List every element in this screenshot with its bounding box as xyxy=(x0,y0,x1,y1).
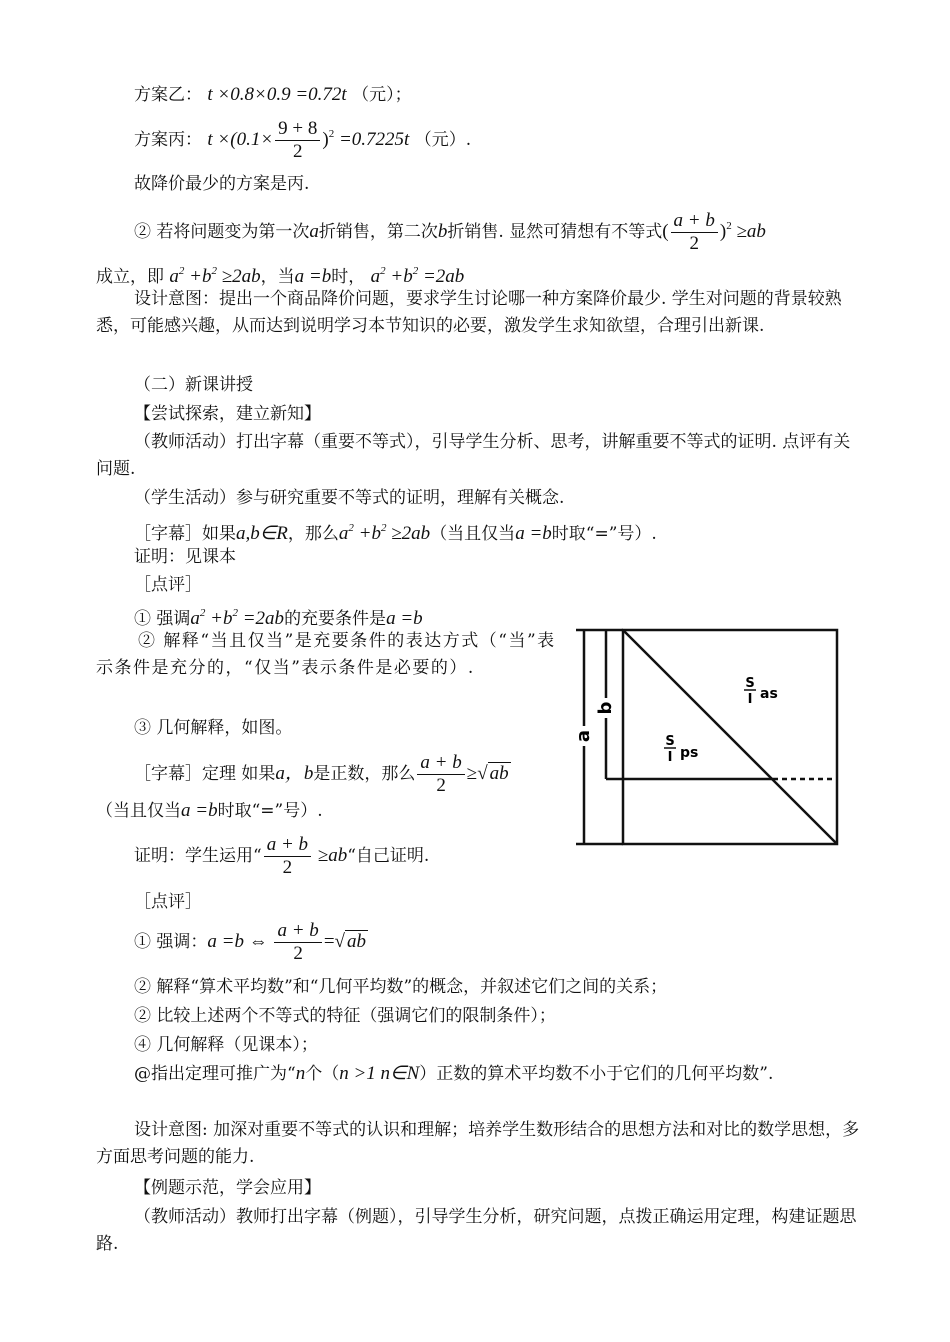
proof2-den: 2 xyxy=(282,857,293,879)
section-2-heading: （二）新课讲授 xyxy=(134,375,253,395)
comment-1-item-2: ② 解释“当且仅当”是充要条件的表达方式（“当”表示条件是充分的，“仅当”表示条件是必要的）. xyxy=(96,631,556,678)
c21-eq: = xyxy=(323,931,335,952)
cap2-sqrt: ab xyxy=(489,763,509,784)
holds-exp-1: 2 xyxy=(178,265,185,277)
label-ps-sym: ps xyxy=(680,745,699,761)
q-fraction xyxy=(671,210,718,255)
comment-2-item-5 xyxy=(134,1062,773,1086)
c25-cond: n >1 n∈N xyxy=(339,1063,420,1084)
conclusion-line xyxy=(134,172,309,196)
holds-sq-b: b xyxy=(201,266,212,287)
c25-b: 个（ xyxy=(305,1064,340,1084)
student-activity-1: （学生活动）参与研究重要不等式的证明，理解有关概念. xyxy=(134,488,565,508)
cap2-aeqb: a =b xyxy=(181,800,218,821)
proof2-ineq xyxy=(262,834,348,879)
cap1-a: ［字幕］如果 xyxy=(134,524,236,544)
cap1-b: ，那么 xyxy=(287,524,339,544)
cap2-den: 2 xyxy=(436,775,446,797)
c25-a: @指出定理可推广为“ xyxy=(134,1064,296,1084)
q-part-c: 折销售. 显然可猜想有不等式 xyxy=(447,222,663,242)
design-intent-2: 设计意图: 加深对重要不等式的认识和理解；培养学生数形结合的思想方法和对比的数学思想，多方面思考问题的能力. xyxy=(96,1120,860,1167)
cap2-a: ［字幕］定理 如果 xyxy=(134,764,276,784)
comment-2-item-3: ② 比较上述两个不等式的特征（强调它们的限制条件）； xyxy=(134,1006,556,1026)
proof2-rhs: ≥ab xyxy=(317,845,348,866)
caption-theorem-condition xyxy=(96,799,323,823)
teacher-activity-1: （教师活动）打出字幕（重要不等式），引导学生分析、思考，讲解重要不等式的证明. 点评有关问题. xyxy=(96,432,851,479)
holds-eq: $a^2 +b^2 =2ab$ xyxy=(370,265,465,287)
c11-eq2ab: =2ab xyxy=(242,608,285,629)
plan-c-formula xyxy=(207,118,410,163)
q-var-a: a xyxy=(309,221,319,242)
c21-a: ① 强调： xyxy=(134,932,208,952)
c21-sqrt: ab xyxy=(346,931,366,952)
cap2-b: 是正数，那么 xyxy=(313,764,416,784)
proof2-fraction xyxy=(264,834,311,879)
q-inequality: ( $\frac{a + b}{2}$ )$^2$ ≥ab xyxy=(662,210,766,255)
holds-line xyxy=(96,259,464,289)
label-as-frac-bot: I xyxy=(747,692,753,707)
c21-fraction xyxy=(274,920,321,965)
cap1-sq-b: b xyxy=(371,523,381,544)
design-intent-1: 设计意图：提出一个商品降价问题，要求学生讨论哪一种方案降价最少. 学生对问题的背景较熟悉，可能感兴趣，从而达到说明学习本节知识的必要，激发学生求知欲望，合理引出新课. xyxy=(96,289,842,336)
discount-question-line xyxy=(134,204,766,255)
comment-1-item-1 xyxy=(134,601,423,631)
proof2-a: 证明：学生运用“ xyxy=(134,846,262,866)
explore-heading: 【尝试探索，建立新知】 xyxy=(134,404,321,424)
c11-a: ① 强调 xyxy=(134,609,191,629)
c21-formula: a =b ⇔ $\frac{a + b}{2}$ =√ ab xyxy=(207,920,366,965)
plan-c-label: 方案丙： xyxy=(134,130,202,150)
cap1-aeqb: a =b xyxy=(515,523,552,544)
q-var-b: b xyxy=(437,221,448,242)
cap1-sq-a: a xyxy=(338,523,349,544)
comment-1-heading: ［点评］ xyxy=(134,575,202,595)
c25-c: ）正数的算术平均数不小于它们的几何平均数”. xyxy=(419,1064,774,1084)
cap2-ineq: $\frac{a + b}{2}$ ≥√ ab xyxy=(415,763,510,784)
q-rhs: ≥ab xyxy=(736,221,766,242)
cap1-cond: a,b∈R xyxy=(236,523,288,544)
holds-eq-b: b xyxy=(403,266,413,287)
c11-sq-b: b xyxy=(222,608,233,629)
cap2-fraction xyxy=(417,752,464,797)
label-ps-frac-bot: I xyxy=(667,750,673,765)
q-exp: 2 xyxy=(726,220,732,232)
holds-eq2ab: =2ab xyxy=(422,266,465,287)
holds-c: 时， xyxy=(331,267,366,287)
cap2-vars: a，b xyxy=(275,763,314,784)
c11-b: 的充要条件是 xyxy=(284,609,387,629)
c21-num: a + b xyxy=(274,920,321,943)
plan-b-line xyxy=(134,83,412,107)
plan-c-exp: 2 xyxy=(328,128,335,140)
q-part-a: ② 若将问题变为第一次 xyxy=(134,222,310,242)
holds-aeqb: a =b xyxy=(294,266,332,287)
label-ps-frac-top: S xyxy=(665,734,675,749)
plan-c-unit: （元）. xyxy=(414,130,472,150)
caption-theorem xyxy=(134,752,511,797)
cap1-exp-1: 2 xyxy=(348,522,354,534)
geometric-figure xyxy=(570,622,850,852)
plan-b-unit: （元）； xyxy=(352,85,412,105)
plan-c-result: =0.7225t xyxy=(338,129,410,150)
plan-c-pre: t ×(0.1× xyxy=(207,129,274,150)
holds-b: ，当 xyxy=(260,267,295,287)
label-as-frac-top: S xyxy=(745,676,755,691)
conclusion-text: 故降价最少的方案是丙. xyxy=(134,174,310,194)
cap1-c: （当且仅当 xyxy=(430,524,516,544)
cap2-c: （当且仅当 xyxy=(96,801,181,821)
comment-2-item-1 xyxy=(134,920,368,965)
proof2-b: “自己证明. xyxy=(347,846,430,866)
cap2-ge: ≥ xyxy=(466,763,478,784)
example-heading: 【例题示范，学会应用】 xyxy=(134,1178,321,1198)
c11-sq-a: a xyxy=(190,608,200,629)
proof-2 xyxy=(134,834,429,879)
proof2-num: a + b xyxy=(264,834,311,857)
plan-b-label: 方案乙： xyxy=(134,85,202,105)
plan-c-line xyxy=(134,112,471,163)
holds-a: 成立，即 xyxy=(96,267,164,287)
holds-exp-2: 2 xyxy=(211,265,217,277)
figure-diagonal xyxy=(623,630,837,844)
plan-c-fraction xyxy=(275,118,320,163)
cap1-exp-2: 2 xyxy=(381,522,387,534)
label-as-sym: as xyxy=(760,686,778,702)
comment-1-item-3: ③ 几何解释，如图。 xyxy=(134,718,293,738)
c25-n: n xyxy=(295,1063,306,1084)
cap2-d: 时取“=”号）. xyxy=(217,801,323,821)
plan-b-formula: t ×0.8×0.9 =0.72t xyxy=(207,84,347,105)
comment-2-heading: ［点评］ xyxy=(134,892,202,912)
q-part-b: 折销售，第二次 xyxy=(318,222,438,242)
comment-2-item-4: ④ 几何解释（见课本）； xyxy=(134,1035,318,1055)
proof-1: 证明：见课本 xyxy=(134,547,236,567)
q-num: a + b xyxy=(671,210,718,233)
teacher-activity-2: （教师活动）教师打出字幕（例题），引导学生分析，研究问题，点拨正确运用定理，构建证题思路. xyxy=(96,1207,857,1254)
holds-eq-exp-1: 2 xyxy=(380,265,386,277)
plan-c-num: 9 + 8 xyxy=(275,118,320,141)
c11-eq: $a^2 +b^2 =2ab$ xyxy=(190,607,285,629)
holds-ge2ab: ≥2ab xyxy=(221,266,261,287)
cap1-ge2ab: ≥2ab xyxy=(391,523,431,544)
plan-c-den: 2 xyxy=(293,141,303,163)
holds-sq-a: a xyxy=(169,266,179,287)
holds-ineq: $a^2 +b^2 \ge 2ab$ xyxy=(169,265,261,287)
label-b: b xyxy=(595,701,616,715)
c21-den: 2 xyxy=(293,943,303,965)
q-den: 2 xyxy=(689,233,699,255)
caption-important-inequality xyxy=(134,516,657,546)
c11-exp-1: 2 xyxy=(199,607,206,619)
cap2-num: a + b xyxy=(417,752,464,775)
c11-exp-2: 2 xyxy=(232,607,238,619)
holds-eq-a: a xyxy=(370,266,381,287)
c21-lhs: a =b ⇔ xyxy=(207,931,268,952)
label-a: a xyxy=(573,729,594,743)
cap1-ineq: $a^2 +b^2 \ge 2ab$ xyxy=(338,522,431,544)
cap1-d: 时取“=”号）. xyxy=(551,524,657,544)
holds-eq-exp-2: 2 xyxy=(412,265,419,277)
plan-c-post: ) xyxy=(322,129,329,150)
comment-2-item-2: ② 解释“算术平均数”和“几何平均数”的概念，并叙述它们之间的关系； xyxy=(134,977,668,997)
c11-aeqb: a =b xyxy=(386,608,423,629)
